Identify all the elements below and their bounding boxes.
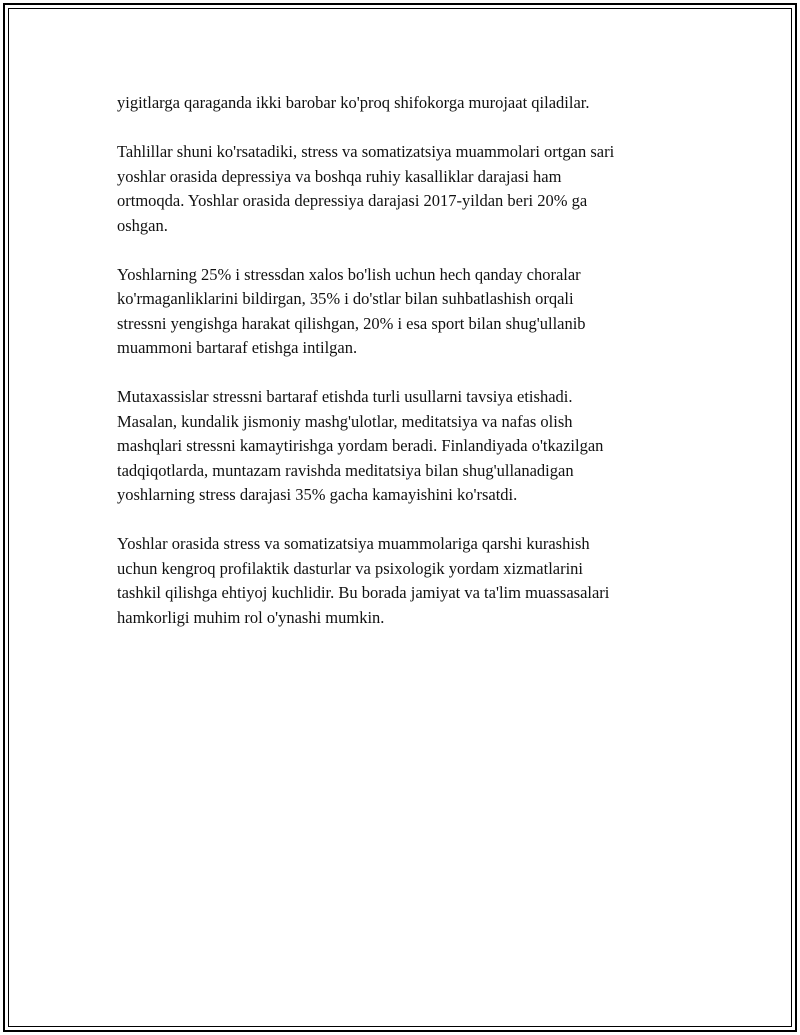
- text-line: tashkil qilishga ehtiyoj kuchlidir. Bu borada jamiyat va ta'lim muassasalari: [117, 583, 610, 602]
- paragraph: [117, 140, 697, 238]
- text-line: Masalan, kundalik jismoniy mashg'ulotlar, meditatsiya va nafas olish: [117, 411, 573, 431]
- text-line: Yoshlarning 25% i stressdan xalos bo'lish uchun hech qanday choralar: [117, 264, 581, 284]
- text-line: muammoni bartaraf etishga intilgan.: [117, 338, 358, 357]
- text-line: tadqiqotlarda, muntazam ravishda meditatsiya bilan shug'ullanadigan: [117, 460, 574, 480]
- text-line: yoshlarning stress darajasi 35% gacha kamayishini ko'rsatdi.: [117, 485, 518, 504]
- text-line: Mutaxassislar stressni bartaraf etishda turli usullarni tavsiya etishadi.: [117, 387, 573, 406]
- text-line: oshgan.: [117, 215, 168, 235]
- text-line: uchun kengroq profilaktik dasturlar va psixologik yordam xizmatlarini: [117, 558, 584, 578]
- text-line: ortmoqda. Yoshlar orasida depressiya darajasi 2017-yildan beri 20% ga: [117, 191, 588, 210]
- text-line: Yoshlar orasida stress va somatizatsiya muammolariga qarshi kurashish: [117, 534, 590, 553]
- paragraph: [117, 91, 697, 116]
- text-line: mashqlari stressni kamaytirishga yordam beradi. Finlandiyada o'tkazilgan: [117, 436, 604, 455]
- text-line: hamkorligi muhim rol o'ynashi mumkin.: [117, 607, 385, 627]
- text-line: ko'rmaganliklarini bildirgan, 35% i do'stlar bilan suhbatlashish orqali: [117, 289, 574, 308]
- paragraph: [117, 385, 697, 508]
- text-line: yigitlarga qaraganda ikki barobar ko'proq shifokorga murojaat qiladilar.: [117, 93, 590, 112]
- text-line: stressni yengishga harakat qilishgan, 20% i esa sport bilan shug'ullanib: [117, 313, 586, 333]
- paragraph: [117, 263, 697, 361]
- text-line: yoshlar orasida depressiya va boshqa ruhiy kasalliklar darajasi ham: [117, 166, 562, 186]
- text-line: Tahlillar shuni ko'rsatadiki, stress va somatizatsiya muammolari ortgan sari: [117, 142, 615, 161]
- paragraph: [117, 532, 697, 630]
- document-body: [117, 91, 697, 655]
